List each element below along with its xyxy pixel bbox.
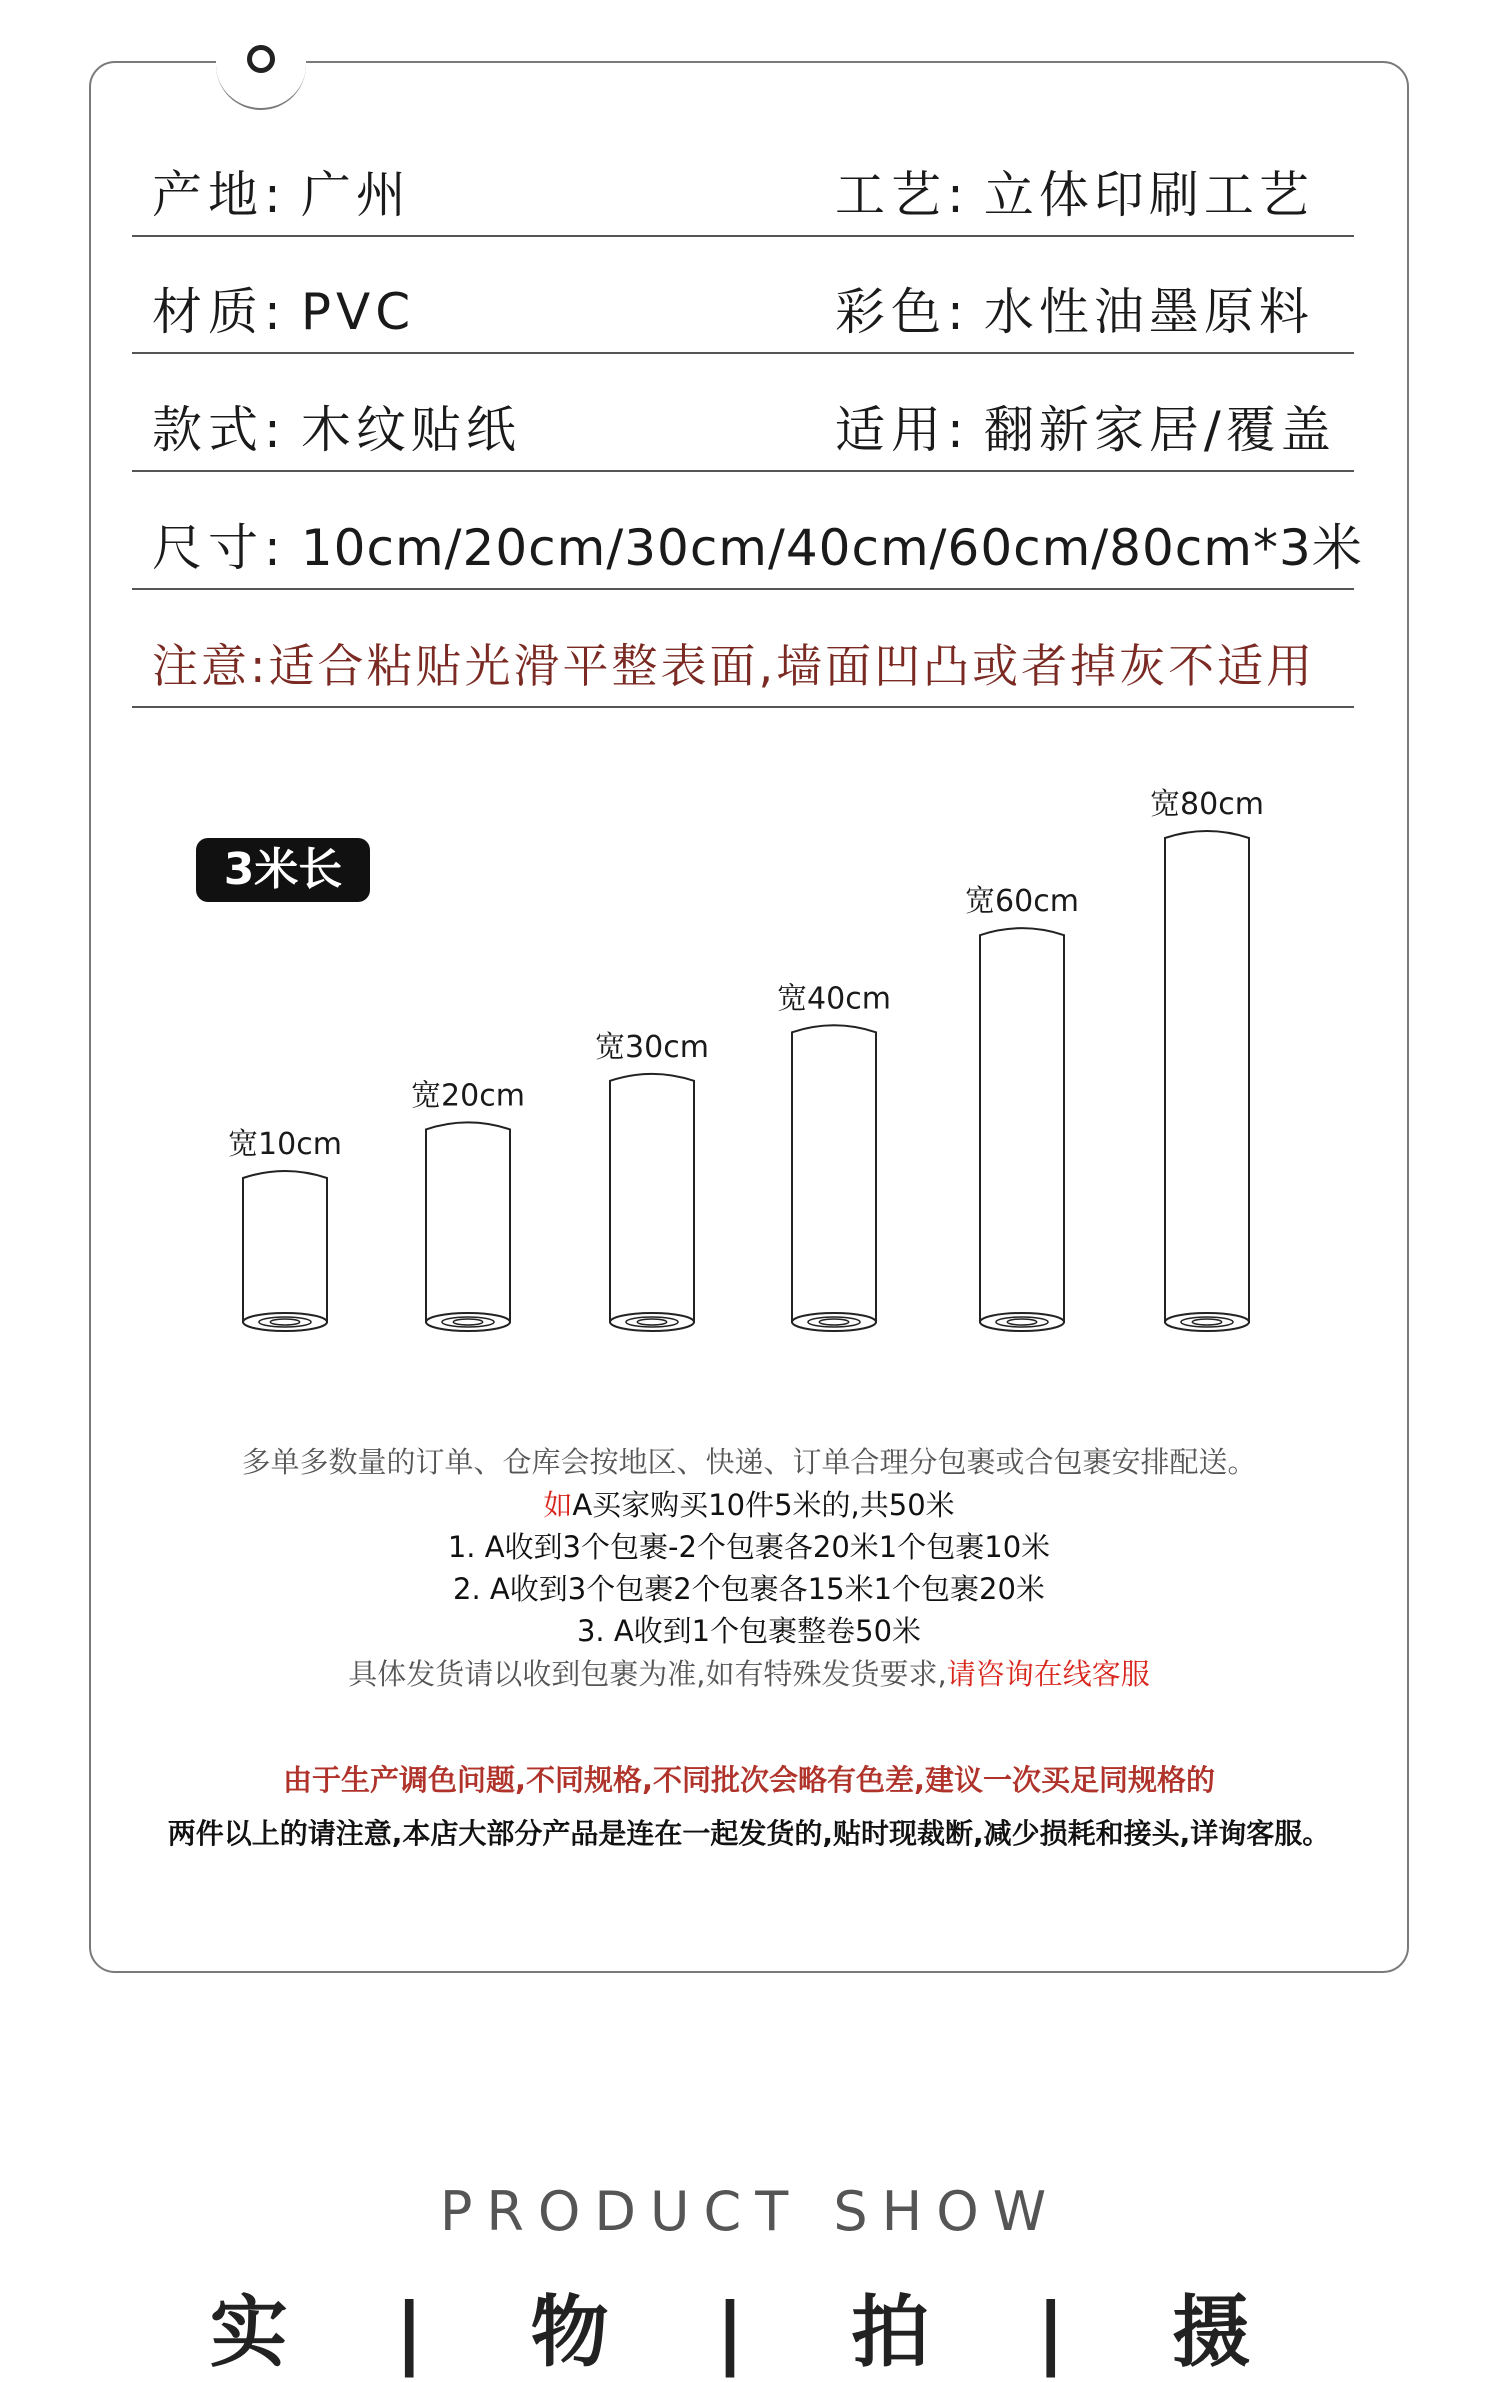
shipping-example-text: A买家购买10件5米的,共50米 — [572, 1488, 955, 1522]
roll-20cm — [411, 1078, 525, 1331]
roll-body — [426, 1122, 510, 1322]
contact-service-link[interactable]: 请咨询在线客服 — [946, 1657, 1150, 1691]
roll-width-label: 宽40cm — [777, 981, 891, 1017]
color-label: 彩色: — [835, 283, 970, 341]
size-value: 10cm/20cm/30cm/40cm/60cm/80cm*3米 — [300, 519, 1363, 577]
roll-body — [980, 928, 1064, 1322]
roll-80cm — [1150, 787, 1264, 1331]
origin-value: 广州 — [300, 166, 411, 224]
style-value: 木纹贴纸 — [300, 401, 521, 459]
roll-30cm — [595, 1030, 709, 1331]
length-badge: 3米长 — [196, 838, 370, 902]
roll-body — [792, 1025, 876, 1322]
roll-10cm — [228, 1127, 342, 1331]
shipping-example-prefix: 如 — [543, 1488, 573, 1522]
color-warning-line-2: 两件以上的请注意,本店大部分产品是连在一起发货的,贴时现裁断,减少损耗和接头,详询客服。 — [167, 1817, 1331, 1850]
color-value: 水性油墨原料 — [983, 283, 1314, 341]
roll-width-label: 宽30cm — [595, 1029, 709, 1065]
shipping-line-4: 2. A收到3个包裹2个包裹各15米1个包裹20米 — [453, 1572, 1045, 1606]
product-show-subtitle: 实 | 物 | 拍 | 摄 — [209, 2288, 1291, 2378]
shipping-line-6 — [89, 1652, 1409, 1693]
shipping-line-5: 3. A收到1个包裹整卷50米 — [576, 1614, 922, 1648]
roll-base — [792, 1313, 876, 1331]
roll-60cm — [965, 884, 1079, 1331]
color-warning-line-1: 由于生产调色问题,不同规格,不同批次会略有色差,建议一次买足同规格的 — [282, 1763, 1216, 1797]
apply-value: 翻新家居/覆盖 — [983, 401, 1336, 459]
roll-base — [243, 1313, 327, 1331]
style-label: 款式: — [152, 401, 287, 459]
apply-label: 适用: — [835, 401, 970, 459]
roll-base — [426, 1313, 510, 1331]
roll-width-label: 宽20cm — [411, 1078, 525, 1114]
shipping-contact-text: 具体发货请以收到包裹为准,如有特殊发货要求, — [348, 1657, 947, 1691]
shipping-line-1: 多单多数量的订单、仓库会按地区、快递、订单合理分包裹或合包裹安排配送。 — [241, 1445, 1257, 1479]
roll-base — [980, 1313, 1064, 1331]
craft-label: 工艺: — [835, 166, 970, 224]
shipping-line-3: 1. A收到3个包裹-2个包裹各20米1个包裹10米 — [447, 1530, 1051, 1564]
roll-base — [610, 1313, 694, 1331]
origin-label: 产地: — [152, 166, 287, 224]
roll-40cm — [777, 981, 891, 1331]
material-label: 材质: — [152, 283, 287, 341]
roll-body — [610, 1074, 694, 1322]
note-text: 注意:适合粘贴光滑平整表面,墙面凹凸或者掉灰不适用 — [152, 639, 1316, 693]
material-value: PVC — [300, 283, 416, 341]
roll-body — [1165, 831, 1249, 1322]
size-label: 尺寸: — [152, 519, 287, 577]
shipping-line-2 — [89, 1483, 1409, 1524]
product-show-title: PRODUCT SHOW — [439, 2180, 1061, 2243]
roll-width-label: 宽60cm — [965, 884, 1079, 920]
roll-base — [1165, 1313, 1249, 1331]
roll-width-label: 宽10cm — [228, 1127, 342, 1162]
roll-width-label: 宽80cm — [1150, 787, 1264, 822]
roll-body — [243, 1171, 327, 1322]
craft-value: 立体印刷工艺 — [983, 166, 1314, 224]
